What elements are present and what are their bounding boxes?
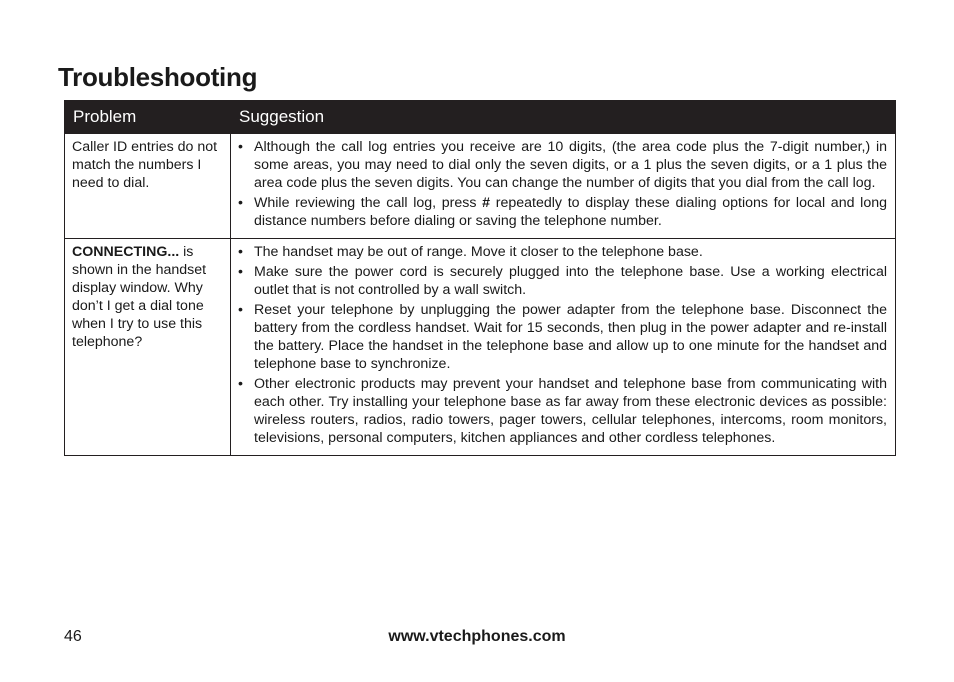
suggestion-text-pre: While reviewing the call log, press <box>254 195 483 211</box>
problem-cell <box>65 134 231 239</box>
footer-url: www.vtechphones.com <box>388 628 566 645</box>
suggestion-text-post: repeatedly to display these dialing options for local and long distance numbers before dialing or saving the telephone number. <box>254 195 887 229</box>
suggestion-cell <box>231 134 896 239</box>
problem-cell <box>65 239 231 456</box>
table-row <box>65 134 896 239</box>
suggestion-item: • The handset may be out of range. Move it closer to the telephone base. <box>237 243 887 261</box>
connecting-display-text: CONNECTING... <box>72 244 180 260</box>
header-suggestion: Suggestion <box>231 101 896 134</box>
header-problem: Problem <box>65 101 231 134</box>
suggestion-list <box>237 138 887 230</box>
suggestion-item: • Although the call log entries you receive are 10 digits, (the area code plus the 7-digit number,) in some areas, you may need to dial only the seven digits, or a 1 plus the seven digits, or a 1 plus the area code plus the seven digits. You can change the number of digits that you dial from the call log. <box>237 138 887 192</box>
page-title: Troubleshooting <box>58 62 258 92</box>
problem-text: Caller ID entries do not match the numbers I need to dial. <box>72 139 218 191</box>
page-number: 46 <box>64 628 82 645</box>
table-header-row <box>65 101 896 134</box>
table-row <box>65 239 896 456</box>
troubleshooting-table <box>64 100 896 456</box>
suggestion-cell <box>231 239 896 456</box>
pound-key: # <box>482 195 491 211</box>
suggestion-item: • Other electronic products may prevent your handset and telephone base from communicating with each other. Try installing your telephone base as far away from these electronic devices as possible: wireless routers, radios, radio towers, pager towers, cellular telephones, intercoms, room monitors, televisions, personal computers, kitchen appliances and other cordless telephones. <box>237 375 887 447</box>
suggestion-list <box>237 243 887 447</box>
suggestion-item: • Make sure the power cord is securely plugged into the telephone base. Use a working electrical outlet that is not controlled by a wall switch. <box>237 263 887 299</box>
suggestion-item: • Reset your telephone by unplugging the power adapter from the telephone base. Disconnect the battery from the cordless handset. Wait for 15 seconds, then plug in the power adapter and re-install the battery. Place the handset in the telephone base and allow up to one minute for the handset and telephone base to synchronize. <box>237 301 887 373</box>
suggestion-item <box>237 194 887 230</box>
problem-text: is shown in the handset display window. Why don’t I get a dial tone when I try to use this telephone? <box>72 244 207 350</box>
